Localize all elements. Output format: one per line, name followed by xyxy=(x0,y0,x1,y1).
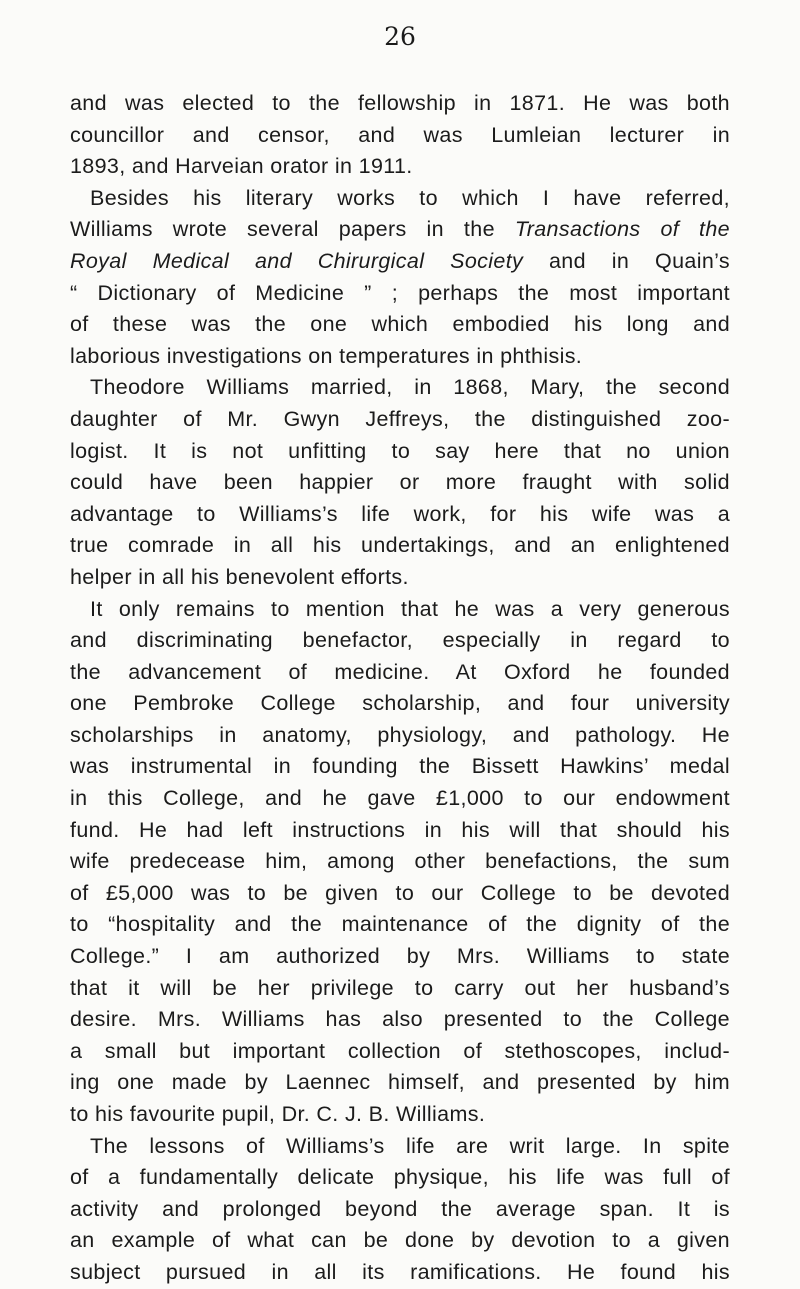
text-line: in this College, and he gave £1,000 to our endowment xyxy=(70,786,730,811)
text-line: College.” I am authorized by Mrs. Williams to state xyxy=(70,944,730,969)
text-line: Besides his literary works to which I have referred, xyxy=(90,185,730,210)
text-line: was instrumental in founding the Bissett Hawkins’ medal xyxy=(70,754,730,779)
text-line: an example of what can be done by devotion to a given xyxy=(70,1228,730,1253)
text-line: helper in all his benevolent efforts. xyxy=(70,564,409,589)
text-line: of a fundamentally delicate physique, his life was full of xyxy=(70,1165,730,1190)
text-line: to his favourite pupil, Dr. C. J. B. Williams. xyxy=(70,1102,486,1126)
text-line: desire. Mrs. Williams has also presented to the College xyxy=(70,1007,730,1032)
text-line: of £5,000 was to be given to our College to be devoted xyxy=(70,880,730,905)
text-line: councillor and censor, and was Lumleian lecturer in xyxy=(70,122,730,147)
text-line: that it will be her privilege to carry out her husband’s xyxy=(70,975,730,1000)
text-line: wife predecease him, among other benefactions, the sum xyxy=(70,849,730,874)
text-line: the advancement of medicine. At Oxford he founded xyxy=(70,659,730,684)
text-line: could have been happier or more fraught with solid xyxy=(70,470,730,495)
text-line: The lessons of Williams’s life are writ large. In spite xyxy=(90,1133,730,1158)
text-line: and was elected to the fellowship in 1871. He was both xyxy=(70,91,730,115)
italic-title: Transactions of the xyxy=(514,217,730,242)
text-line: one Pembroke College scholarship, and four university xyxy=(70,691,730,716)
text-line: “ Dictionary of Medicine ” ; perhaps the most important xyxy=(70,280,730,305)
text-line: advantage to Williams’s life work, for his wife was a xyxy=(70,501,730,526)
body-text xyxy=(70,88,730,1289)
page-number: 26 xyxy=(384,22,416,51)
text-line: scholarships in anatomy, physiology, and pathology. He xyxy=(70,722,730,747)
text-line: a small but important collection of stethoscopes, includ- xyxy=(70,1038,730,1063)
text-line: daughter of Mr. Gwyn Jeffreys, the distinguished zoo- xyxy=(70,406,730,431)
text-line: laborious investigations on temperatures in phthisis. xyxy=(70,343,583,368)
text-line: Williams wrote several papers in the Transactions of the xyxy=(70,217,730,242)
text-line: Theodore Williams married, in 1868, Mary, the second xyxy=(90,375,730,400)
text-line: Royal Medical and Chirurgical Society and in Quain’s xyxy=(70,248,731,273)
text-line: fund. He had left instructions in his will that should his xyxy=(70,817,730,842)
text-line: and discriminating benefactor, especially in regard to xyxy=(70,628,730,653)
text-line: logist. It is not unfitting to say here that no union xyxy=(70,438,730,463)
text-line: ing one made by Laennec himself, and presented by him xyxy=(70,1070,730,1095)
text-line: activity and prolonged beyond the average span. It is xyxy=(70,1196,730,1221)
italic-title: Royal Medical and Chirurgical Society xyxy=(70,248,524,273)
text-line: to “hospitality and the maintenance of the dignity of the xyxy=(70,912,730,937)
text-line: It only remains to mention that he was a very generous xyxy=(90,596,730,621)
text-line: 1893, and Harveian orator in 1911. xyxy=(70,154,413,179)
text-line: of these was the one which embodied his long and xyxy=(70,312,730,337)
text-line: subject pursued in all its ramifications. He found his xyxy=(70,1259,730,1284)
text-line: true comrade in all his undertakings, and an enlightened xyxy=(70,533,730,558)
